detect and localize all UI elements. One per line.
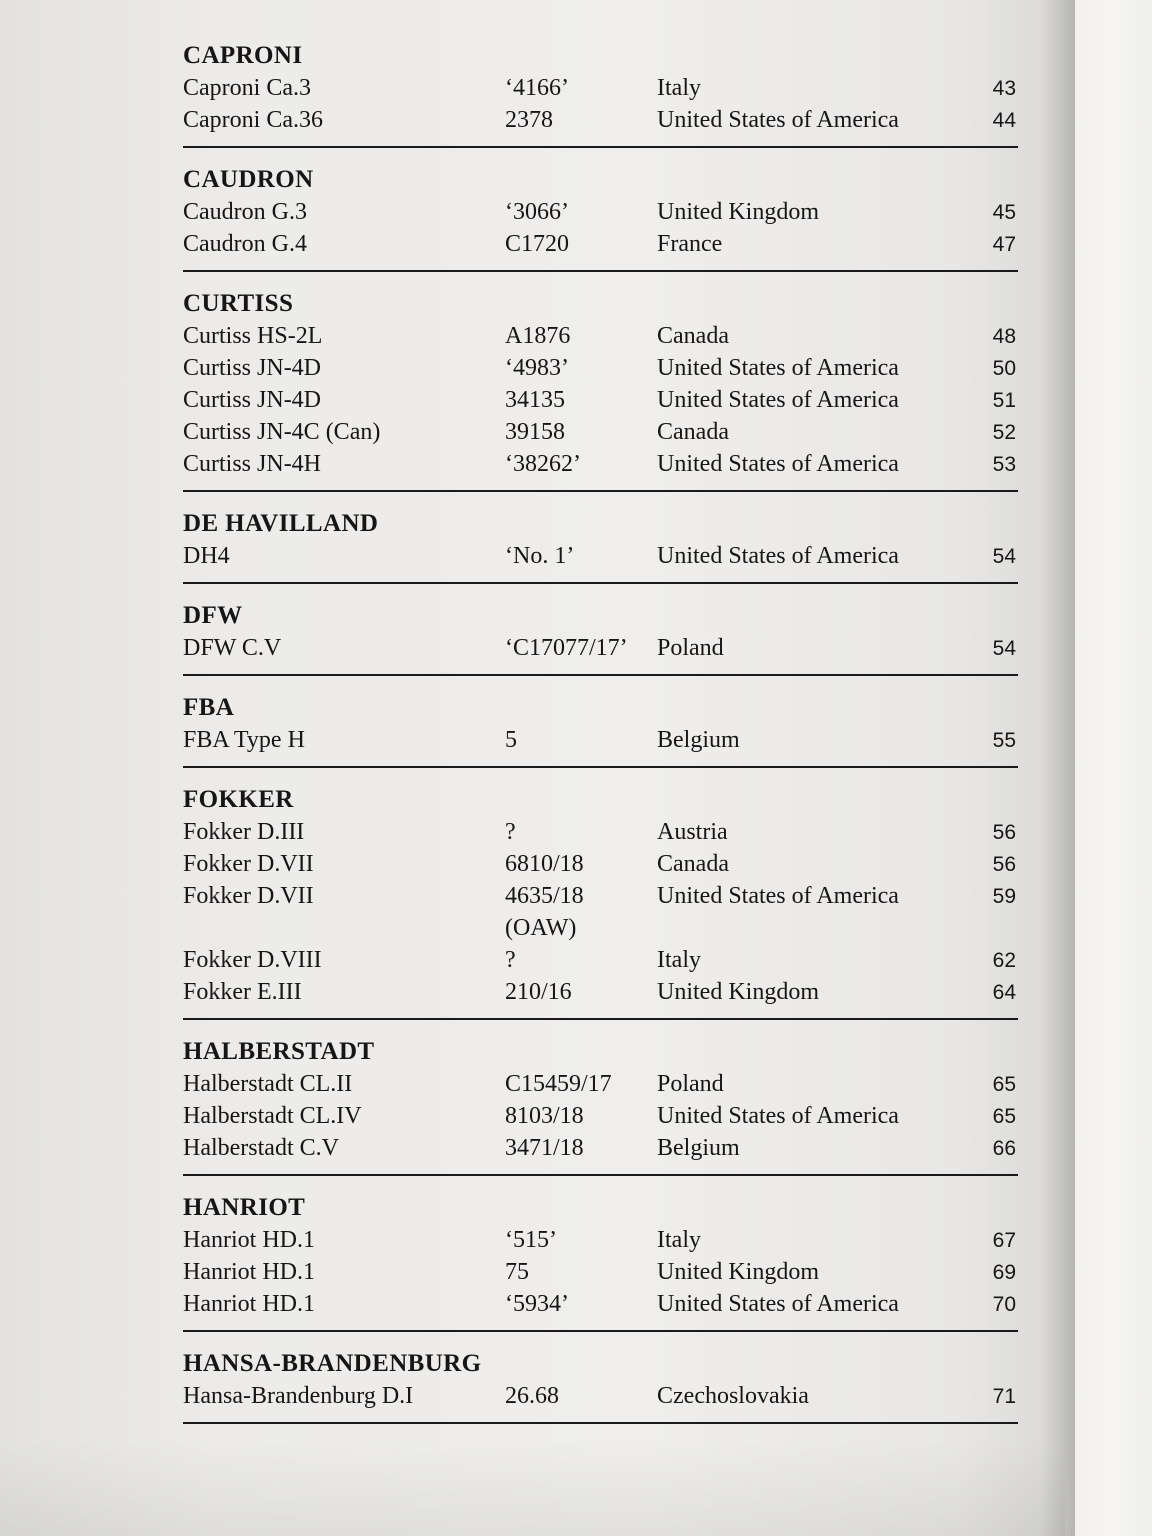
aircraft-name: Curtiss JN-4H bbox=[183, 451, 322, 477]
aircraft-name: Fokker E.III bbox=[183, 979, 302, 1005]
aircraft-row bbox=[183, 724, 1018, 756]
aircraft-row bbox=[183, 228, 1018, 260]
aircraft-row bbox=[183, 944, 1018, 976]
aircraft-name: Hansa-Brandenburg D.I bbox=[183, 1383, 414, 1409]
page-number: 45 bbox=[992, 201, 1016, 224]
aircraft-country: Belgium bbox=[657, 727, 740, 753]
page-number: 50 bbox=[992, 357, 1016, 380]
aircraft-name: DH4 bbox=[183, 543, 230, 569]
manufacturer-section bbox=[183, 1036, 1018, 1176]
manufacturer-heading: DE HAVILLAND bbox=[183, 510, 379, 537]
aircraft-name: Halberstadt CL.IV bbox=[183, 1103, 362, 1129]
aircraft-serial: ‘515’ bbox=[505, 1227, 557, 1253]
aircraft-row bbox=[183, 540, 1018, 572]
manufacturer-section bbox=[183, 40, 1018, 148]
aircraft-country: Poland bbox=[657, 635, 724, 661]
aircraft-name: Halberstadt CL.II bbox=[183, 1071, 353, 1097]
manufacturer-section bbox=[183, 1192, 1018, 1332]
aircraft-row bbox=[183, 1256, 1018, 1288]
aircraft-country: Canada bbox=[657, 851, 729, 877]
page-number: 55 bbox=[992, 729, 1016, 752]
aircraft-serial: C1720 bbox=[505, 231, 570, 257]
aircraft-serial: ? bbox=[505, 819, 516, 845]
page-number: 67 bbox=[992, 1229, 1016, 1252]
aircraft-row bbox=[183, 816, 1018, 848]
page-number: 54 bbox=[992, 637, 1016, 660]
page-number: 56 bbox=[992, 821, 1016, 844]
aircraft-row bbox=[183, 1100, 1018, 1132]
aircraft-row bbox=[183, 848, 1018, 880]
aircraft-country: United States of America bbox=[657, 883, 899, 909]
aircraft-row bbox=[183, 104, 1018, 136]
aircraft-serial: C15459/17 bbox=[505, 1071, 612, 1097]
manufacturer-section bbox=[183, 784, 1018, 1020]
manufacturer-section bbox=[183, 1348, 1018, 1424]
aircraft-country: Austria bbox=[657, 819, 728, 845]
page-gutter bbox=[1040, 0, 1080, 1536]
manufacturer-heading: FBA bbox=[183, 694, 235, 721]
aircraft-country: Italy bbox=[657, 1227, 701, 1253]
aircraft-row bbox=[183, 72, 1018, 104]
page-number: 69 bbox=[992, 1261, 1016, 1284]
aircraft-row bbox=[183, 448, 1018, 480]
page-number: 65 bbox=[992, 1105, 1016, 1128]
aircraft-row bbox=[183, 1288, 1018, 1320]
aircraft-serial: ‘5934’ bbox=[505, 1291, 569, 1317]
aircraft-name: Hanriot HD.1 bbox=[183, 1291, 315, 1317]
page-number: 66 bbox=[992, 1137, 1016, 1160]
aircraft-name: Hanriot HD.1 bbox=[183, 1227, 315, 1253]
aircraft-row bbox=[183, 880, 1018, 944]
aircraft-name: Fokker D.VII bbox=[183, 883, 314, 909]
aircraft-name: FBA Type H bbox=[183, 727, 305, 753]
page-number: 47 bbox=[992, 233, 1016, 256]
manufacturer-heading: CAPRONI bbox=[183, 42, 303, 69]
page-number: 53 bbox=[992, 453, 1016, 476]
aircraft-index-list bbox=[183, 40, 1018, 1440]
aircraft-row bbox=[183, 1224, 1018, 1256]
aircraft-country: Belgium bbox=[657, 1135, 740, 1161]
aircraft-serial: 39158 bbox=[505, 419, 565, 445]
page-number: 54 bbox=[992, 545, 1016, 568]
aircraft-country: United Kingdom bbox=[657, 979, 819, 1005]
aircraft-row bbox=[183, 352, 1018, 384]
aircraft-row bbox=[183, 196, 1018, 228]
aircraft-serial: 6810/18 bbox=[505, 851, 584, 877]
aircraft-name: Hanriot HD.1 bbox=[183, 1259, 315, 1285]
aircraft-country: Italy bbox=[657, 75, 701, 101]
aircraft-country: United States of America bbox=[657, 1291, 899, 1317]
page-number: 70 bbox=[992, 1293, 1016, 1316]
manufacturer-section bbox=[183, 692, 1018, 768]
aircraft-serial: 34135 bbox=[505, 387, 565, 413]
aircraft-country: United States of America bbox=[657, 1103, 899, 1129]
aircraft-country: Canada bbox=[657, 323, 729, 349]
aircraft-country: United Kingdom bbox=[657, 199, 819, 225]
page-number: 62 bbox=[992, 949, 1016, 972]
manufacturer-heading: HANRIOT bbox=[183, 1194, 306, 1221]
aircraft-serial: ‘No. 1’ bbox=[505, 543, 575, 569]
manufacturer-section bbox=[183, 288, 1018, 492]
manufacturer-heading: CAUDRON bbox=[183, 166, 314, 193]
aircraft-serial-line1: 4635/18 bbox=[505, 883, 584, 909]
aircraft-country: United States of America bbox=[657, 451, 899, 477]
aircraft-row bbox=[183, 1132, 1018, 1164]
manufacturer-heading: DFW bbox=[183, 602, 243, 629]
aircraft-country: Czechoslovakia bbox=[657, 1383, 809, 1409]
aircraft-country: United States of America bbox=[657, 355, 899, 381]
aircraft-name: Caproni Ca.3 bbox=[183, 75, 311, 101]
aircraft-name: Caudron G.3 bbox=[183, 199, 307, 225]
aircraft-name: Curtiss JN-4D bbox=[183, 387, 322, 413]
aircraft-name: Halberstadt C.V bbox=[183, 1135, 339, 1161]
aircraft-name: Curtiss JN-4D bbox=[183, 355, 322, 381]
aircraft-name: Curtiss JN-4C (Can) bbox=[183, 419, 381, 445]
aircraft-row bbox=[183, 416, 1018, 448]
aircraft-serial: 210/16 bbox=[505, 979, 572, 1005]
aircraft-serial: 2378 bbox=[505, 107, 553, 133]
aircraft-serial: 5 bbox=[505, 727, 517, 753]
aircraft-serial: A1876 bbox=[505, 323, 571, 349]
aircraft-country: France bbox=[657, 231, 723, 257]
aircraft-country: United States of America bbox=[657, 387, 899, 413]
aircraft-name: Caudron G.4 bbox=[183, 231, 307, 257]
aircraft-serial: 8103/18 bbox=[505, 1103, 584, 1129]
aircraft-name: DFW C.V bbox=[183, 635, 282, 661]
manufacturer-section bbox=[183, 164, 1018, 272]
aircraft-country: United States of America bbox=[657, 107, 899, 133]
aircraft-country: United Kingdom bbox=[657, 1259, 819, 1285]
page-number: 56 bbox=[992, 853, 1016, 876]
page-shadow bbox=[0, 1440, 1065, 1536]
manufacturer-heading: HALBERSTADT bbox=[183, 1038, 375, 1065]
aircraft-row bbox=[183, 320, 1018, 352]
manufacturer-section bbox=[183, 600, 1018, 676]
page-number: 44 bbox=[992, 109, 1016, 132]
page-number: 52 bbox=[992, 421, 1016, 444]
aircraft-serial: ‘4166’ bbox=[505, 75, 569, 101]
aircraft-row bbox=[183, 1068, 1018, 1100]
aircraft-country: Canada bbox=[657, 419, 729, 445]
aircraft-serial: 26.68 bbox=[505, 1383, 559, 1409]
aircraft-serial-line2: (OAW) bbox=[505, 915, 577, 941]
manufacturer-heading: HANSA-BRANDENBURG bbox=[183, 1350, 482, 1377]
aircraft-serial: ‘3066’ bbox=[505, 199, 569, 225]
facing-page-edge bbox=[1075, 0, 1152, 1536]
aircraft-row bbox=[183, 976, 1018, 1008]
aircraft-serial: ‘4983’ bbox=[505, 355, 569, 381]
aircraft-serial: ? bbox=[505, 947, 516, 973]
page-number: 59 bbox=[992, 885, 1016, 908]
aircraft-row bbox=[183, 384, 1018, 416]
page-number: 51 bbox=[992, 389, 1016, 412]
aircraft-row bbox=[183, 1380, 1018, 1412]
page-number: 43 bbox=[992, 77, 1016, 100]
page-number: 64 bbox=[992, 981, 1016, 1004]
aircraft-country: Poland bbox=[657, 1071, 724, 1097]
aircraft-serial: ‘C17077/17’ bbox=[505, 635, 628, 661]
manufacturer-heading: CURTISS bbox=[183, 290, 294, 317]
aircraft-serial: 75 bbox=[505, 1259, 529, 1285]
page-number: 48 bbox=[992, 325, 1016, 348]
aircraft-name: Caproni Ca.36 bbox=[183, 107, 323, 133]
page-number: 71 bbox=[992, 1385, 1016, 1408]
manufacturer-section bbox=[183, 508, 1018, 584]
aircraft-name: Fokker D.VII bbox=[183, 851, 314, 877]
page-number: 65 bbox=[992, 1073, 1016, 1096]
manufacturer-heading: FOKKER bbox=[183, 786, 294, 813]
aircraft-country: United States of America bbox=[657, 543, 899, 569]
aircraft-name: Fokker D.VIII bbox=[183, 947, 322, 973]
aircraft-country: Italy bbox=[657, 947, 701, 973]
aircraft-name: Curtiss HS-2L bbox=[183, 323, 323, 349]
aircraft-serial bbox=[505, 880, 657, 944]
aircraft-row bbox=[183, 632, 1018, 664]
aircraft-serial: ‘38262’ bbox=[505, 451, 581, 477]
aircraft-name: Fokker D.III bbox=[183, 819, 305, 845]
aircraft-serial: 3471/18 bbox=[505, 1135, 584, 1161]
